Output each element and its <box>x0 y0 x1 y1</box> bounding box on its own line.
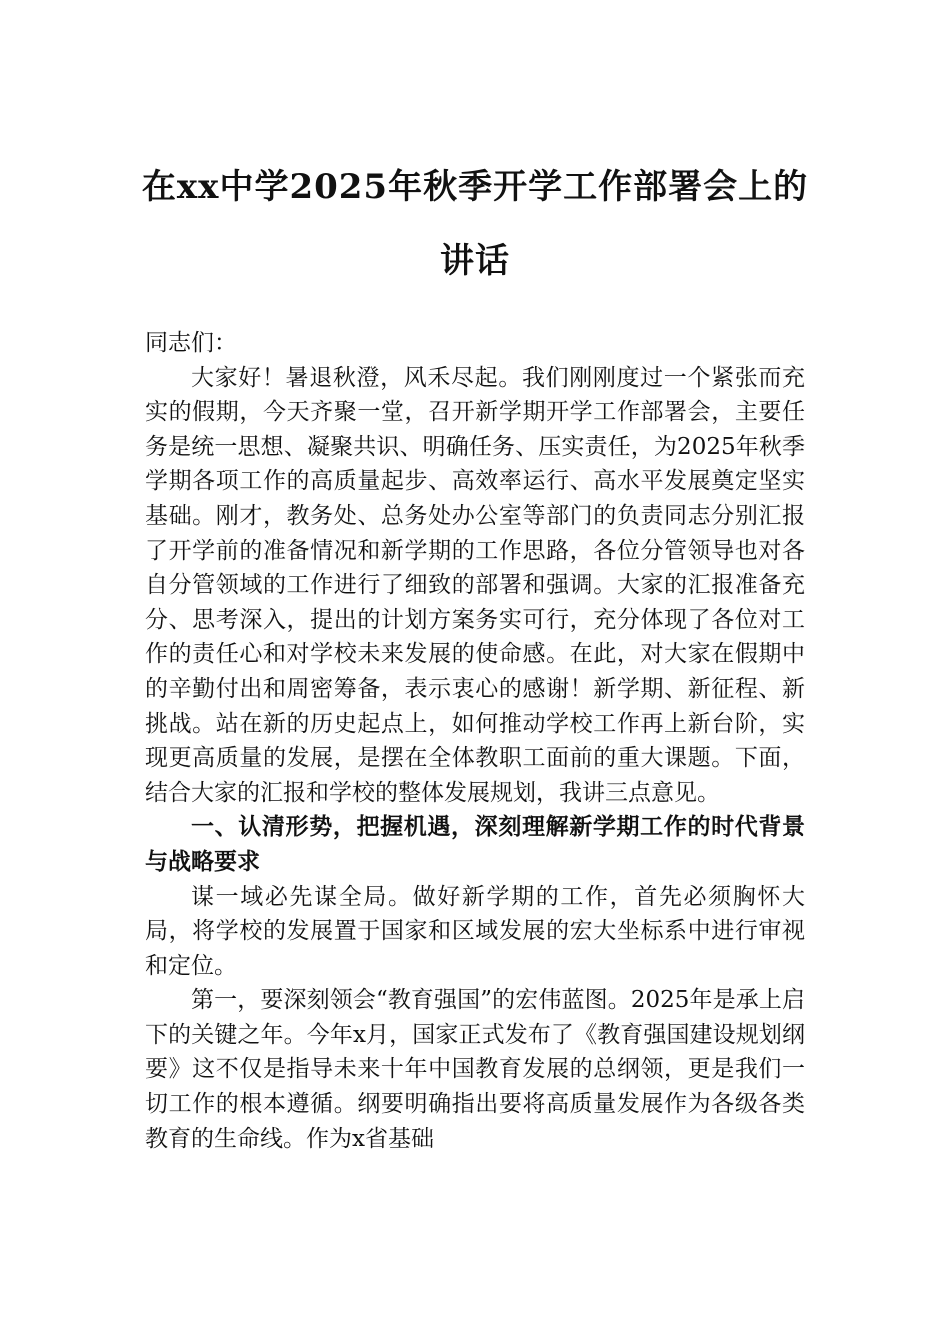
title-line-1: 在xx中学2025年秋季开学工作部署会上的 <box>141 167 809 207</box>
paragraph-first-point: 第一，要深刻领会“教育强国”的宏伟蓝图。2025年是承上启下的关键之年。今年x月，国家正式发布了《教育强国建设规划纲要》这不仅是指导未来十年中国教育发展的总纲领，更是我们一切工作的根本遵循。纲要明确指出要将高质量发展作为各级各类教育的生命线。作为x省基础 <box>145 987 805 1152</box>
document-body <box>145 326 805 1156</box>
title-line-2: 讲话 <box>440 241 510 281</box>
paragraph-overview: 谋一域必先谋全局。做好新学期的工作，首先必须胸怀大局，将学校的发展置于国家和区域发展的宏大坐标系中进行审视和定位。 <box>145 883 805 979</box>
document-title <box>120 150 830 298</box>
section-heading-1: 一、认清形势，把握机遇，深刻理解新学期工作的时代背景与战略要求 <box>145 814 805 875</box>
paragraph-intro: 大家好！暑退秋澄，风禾尽起。我们刚刚度过一个紧张而充实的假期，今天齐聚一堂，召开新学期开学工作部署会，主要任务是统一思想、凝聚共识、明确任务、压实责任，为2025年秋季学期各项工作的高质量起步、高效率运行、高水平发展奠定坚实基础。刚才，教务处、总务处办公室等部门的负责同志分别汇报了开学前的准备情况和新学期的工作思路，各位分管领导也对各自分管领域的工作进行了细致的部署和强调。大家的汇报准备充分、思考深入，提出的计划方案务实可行，充分体现了各位对工作的责任心和对学校未来发展的使命感。在此，对大家在假期中的辛勤付出和周密筹备，表示衷心的感谢！新学期、新征程、新挑战。站在新的历史起点上，如何推动学校工作再上新台阶，实现更高质量的发展，是摆在全体教职工面前的重大课题。下面，结合大家的汇报和学校的整体发展规划，我讲三点意见。 <box>145 364 805 806</box>
salutation: 同志们： <box>145 330 237 356</box>
